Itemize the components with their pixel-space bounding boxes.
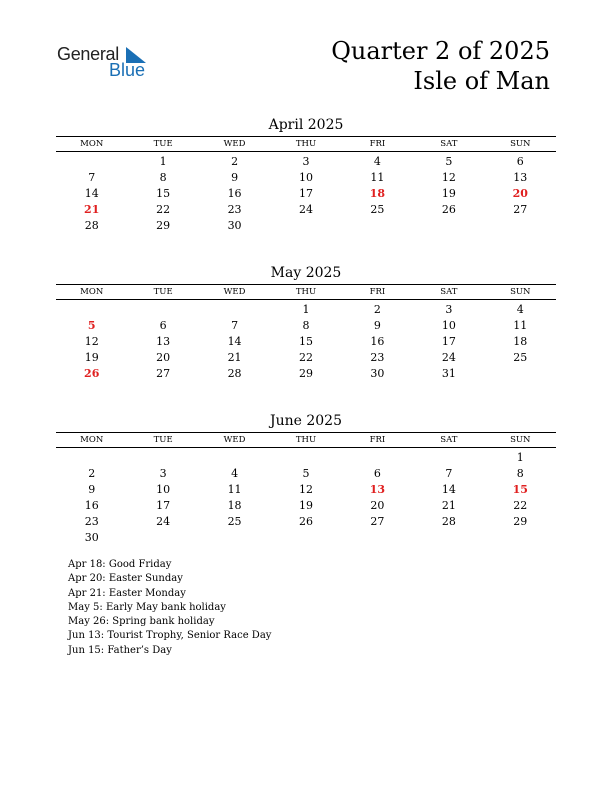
holiday-note: Jun 15: Father’s Day: [68, 644, 172, 656]
day-cell: 11: [513, 319, 528, 332]
weekday-header: MON: [80, 287, 104, 297]
day-cell: 5: [302, 467, 310, 480]
weekday-header: SAT: [440, 287, 458, 297]
day-cell: 26: [84, 367, 100, 380]
day-cell: 29: [298, 367, 313, 380]
empty-day-cell: [342, 450, 413, 466]
month-title: May 2025: [270, 265, 342, 281]
day-cell: 28: [84, 219, 99, 232]
day-cell: 25: [513, 351, 528, 364]
day-cell: 27: [156, 367, 171, 380]
day-cell: 17: [441, 335, 456, 348]
empty-day-cell: [56, 154, 127, 170]
logo: [57, 44, 157, 84]
day-cell: 1: [159, 155, 167, 168]
month-june: [56, 412, 556, 546]
day-cell: 11: [370, 171, 385, 184]
weekday-header: THU: [295, 139, 317, 149]
day-cell: 24: [298, 203, 313, 216]
day-cell: 27: [370, 515, 385, 528]
day-cell: 29: [513, 515, 528, 528]
page-title: [331, 36, 550, 96]
day-cell: 15: [512, 483, 528, 496]
empty-day-cell: [270, 218, 341, 234]
day-cell: 27: [513, 203, 528, 216]
day-cell: 20: [512, 187, 528, 200]
day-cell: 12: [298, 483, 313, 496]
day-cell: 29: [156, 219, 171, 232]
day-cell: 21: [227, 351, 242, 364]
day-cell: 15: [156, 187, 171, 200]
holiday-notes: [68, 558, 271, 658]
title-region: Isle of Man: [413, 67, 550, 95]
day-cell: 10: [156, 483, 171, 496]
empty-day-cell: [413, 450, 484, 466]
day-cell: 8: [159, 171, 167, 184]
day-cell: 9: [231, 171, 239, 184]
day-cell: 30: [370, 367, 385, 380]
day-cell: 22: [156, 203, 171, 216]
day-cell: 3: [445, 303, 453, 316]
day-cell: 25: [370, 203, 385, 216]
day-cell: 14: [227, 335, 242, 348]
day-cell: 16: [370, 335, 385, 348]
day-cell: 14: [84, 187, 99, 200]
day-cell: 21: [84, 203, 100, 216]
weekday-header: SUN: [510, 139, 531, 149]
day-grid: [56, 302, 556, 382]
day-cell: 4: [516, 303, 524, 316]
day-cell: 10: [298, 171, 313, 184]
day-cell: 19: [298, 499, 313, 512]
day-cell: 15: [298, 335, 313, 348]
day-cell: 1: [302, 303, 310, 316]
holiday-note: May 5: Early May bank holiday: [68, 601, 226, 613]
weekday-header: SUN: [510, 435, 531, 445]
weekday-header: FRI: [369, 435, 386, 445]
day-cell: 18: [513, 335, 528, 348]
day-cell: 7: [88, 171, 96, 184]
empty-day-cell: [270, 450, 341, 466]
empty-day-cell: [127, 530, 198, 546]
empty-day-cell: [127, 302, 198, 318]
weekday-header-row: [56, 432, 556, 448]
day-cell: 3: [302, 155, 310, 168]
day-cell: 6: [159, 319, 167, 332]
logo-word-blue: Blue: [109, 60, 146, 80]
empty-day-cell: [199, 530, 270, 546]
day-cell: 7: [231, 319, 239, 332]
holiday-note: Apr 20: Easter Sunday: [68, 573, 183, 585]
day-cell: 23: [84, 515, 99, 528]
day-cell: 17: [156, 499, 171, 512]
weekday-header: SAT: [440, 435, 458, 445]
month-title: June 2025: [269, 413, 342, 429]
empty-day-cell: [413, 218, 484, 234]
day-cell: 24: [156, 515, 171, 528]
day-cell: 17: [298, 187, 313, 200]
holiday-note: Apr 18: Good Friday: [68, 559, 172, 570]
weekday-header: MON: [80, 139, 104, 149]
weekday-header-row: [56, 136, 556, 152]
day-cell: 23: [370, 351, 385, 364]
weekday-header: WED: [223, 435, 246, 445]
day-cell: 18: [227, 499, 242, 512]
day-grid: [56, 450, 556, 546]
empty-day-cell: [56, 450, 127, 466]
weekday-header: WED: [223, 139, 246, 149]
day-cell: 25: [227, 515, 242, 528]
day-cell: 19: [84, 351, 99, 364]
day-cell: 2: [88, 467, 96, 480]
day-cell: 5: [445, 155, 453, 168]
empty-day-cell: [56, 302, 127, 318]
holiday-note: Jun 13: Tourist Trophy, Senior Race Day: [68, 630, 272, 642]
day-cell: 5: [87, 319, 96, 332]
day-cell: 31: [441, 367, 456, 380]
day-cell: 13: [369, 483, 386, 496]
day-cell: 14: [441, 483, 456, 496]
day-cell: 7: [445, 467, 453, 480]
day-cell: 2: [231, 155, 239, 168]
day-cell: 9: [88, 483, 96, 496]
day-cell: 3: [159, 467, 167, 480]
day-cell: 23: [227, 203, 242, 216]
day-cell: 6: [516, 155, 524, 168]
day-grid: [56, 154, 556, 234]
day-cell: 4: [373, 155, 381, 168]
holiday-note: May 26: Spring bank holiday: [68, 616, 215, 628]
day-cell: 20: [370, 499, 385, 512]
weekday-header: FRI: [369, 287, 386, 297]
empty-day-cell: [485, 218, 556, 234]
day-cell: 4: [231, 467, 239, 480]
day-cell: 16: [84, 499, 99, 512]
weekday-header: SAT: [440, 139, 458, 149]
weekday-header: MON: [80, 435, 104, 445]
day-cell: 18: [369, 187, 386, 200]
empty-day-cell: [342, 218, 413, 234]
title-quarter: Quarter 2 of 2025: [331, 37, 550, 65]
day-cell: 30: [84, 531, 99, 544]
empty-day-cell: [270, 530, 341, 546]
holiday-note: Apr 21: Easter Monday: [68, 587, 186, 599]
day-cell: 12: [84, 335, 99, 348]
day-cell: 21: [441, 499, 456, 512]
weekday-header: THU: [295, 287, 317, 297]
day-cell: 13: [513, 171, 528, 184]
day-cell: 30: [227, 219, 242, 232]
weekday-header: TUE: [153, 139, 173, 149]
weekday-header-row: [56, 284, 556, 300]
day-cell: 16: [227, 187, 242, 200]
day-cell: 28: [227, 367, 242, 380]
day-cell: 24: [441, 351, 456, 364]
month-may: [56, 264, 556, 382]
logo-word-general: General: [57, 44, 119, 64]
weekday-header: TUE: [153, 435, 173, 445]
empty-day-cell: [127, 450, 198, 466]
empty-day-cell: [199, 450, 270, 466]
day-cell: 20: [156, 351, 171, 364]
day-cell: 26: [441, 203, 456, 216]
day-cell: 1: [516, 451, 524, 464]
empty-day-cell: [199, 302, 270, 318]
weekday-header: THU: [295, 435, 317, 445]
day-cell: 26: [298, 515, 313, 528]
day-cell: 12: [441, 171, 456, 184]
weekday-header: TUE: [153, 287, 173, 297]
empty-day-cell: [485, 530, 556, 546]
weekday-header: SUN: [510, 287, 531, 297]
day-cell: 22: [298, 351, 313, 364]
day-cell: 19: [441, 187, 456, 200]
day-cell: 13: [156, 335, 171, 348]
day-cell: 8: [516, 467, 524, 480]
day-cell: 22: [513, 499, 528, 512]
month-title: April 2025: [268, 117, 344, 133]
day-cell: 10: [441, 319, 456, 332]
day-cell: 2: [373, 303, 381, 316]
empty-day-cell: [413, 530, 484, 546]
weekday-header: WED: [223, 287, 246, 297]
empty-day-cell: [485, 366, 556, 382]
day-cell: 6: [373, 467, 381, 480]
month-april: [56, 116, 556, 234]
empty-day-cell: [342, 530, 413, 546]
day-cell: 11: [227, 483, 242, 496]
day-cell: 8: [302, 319, 310, 332]
day-cell: 9: [373, 319, 381, 332]
weekday-header: FRI: [369, 139, 386, 149]
day-cell: 28: [441, 515, 456, 528]
